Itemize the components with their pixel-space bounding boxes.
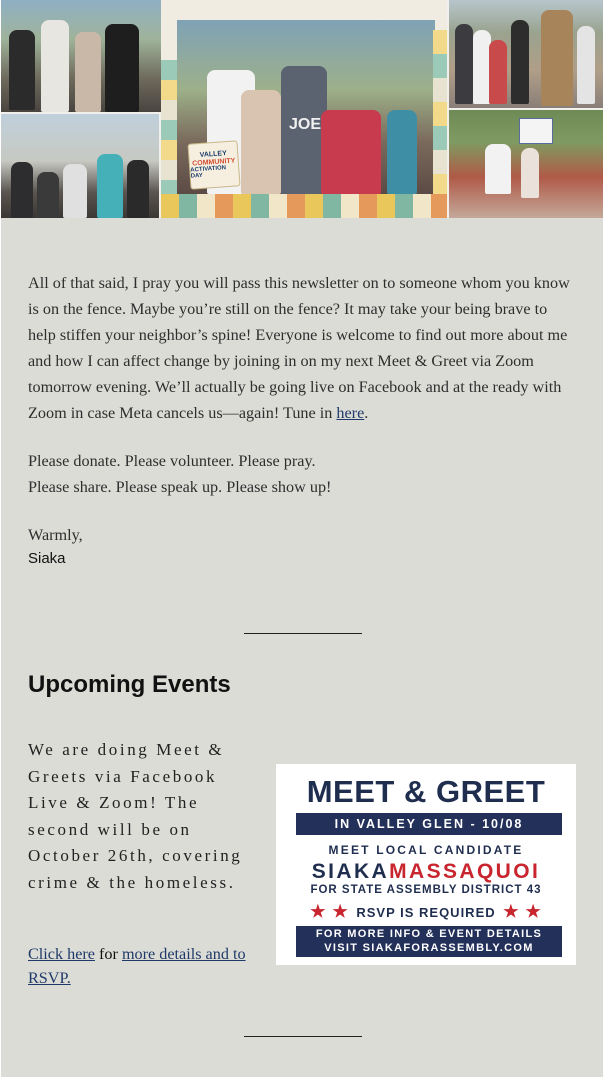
paragraph-end: .: [364, 404, 369, 422]
community-activation-logo: VALLEY COMMUNITY ACTIVATION DAY: [187, 140, 240, 189]
star-icon: ★: [310, 902, 327, 921]
events-link-connector: for: [94, 945, 122, 963]
photo-group-smiling: [1, 0, 161, 112]
flyer-footer-line-2: VISIT SIAKAFORASSEMBLY.COM: [324, 942, 534, 954]
flyer-footer: [296, 926, 562, 957]
star-icon: ★: [525, 902, 542, 921]
flyer-subtitle: MEET LOCAL CANDIDATE: [328, 843, 524, 857]
flyer-candidate-name: [276, 860, 576, 884]
star-icon: ★: [503, 902, 520, 921]
section-divider: [244, 633, 362, 634]
flyer-location-date: IN VALLEY GLEN - 10/08: [296, 813, 562, 835]
decorative-band: [161, 194, 447, 218]
paragraph-pass-on: [28, 270, 578, 426]
photo-collage: [1, 0, 603, 218]
newsletter-page: [1, 0, 603, 1077]
signature-name: Siaka: [28, 550, 66, 567]
campaign-yard-sign: [519, 118, 553, 144]
meet-and-greet-flyer[interactable]: [276, 764, 576, 965]
shirt-text: JOE: [289, 116, 322, 133]
call-to-action-line-2: Please share. Please speak up. Please show up!: [28, 478, 332, 496]
flyer-rsvp-line: [276, 902, 576, 922]
flyer-footer-line-1: FOR MORE INFO & EVENT DETAILS: [315, 928, 543, 940]
photo-crowd-event: [1, 114, 159, 218]
star-icon: ★: [332, 902, 349, 921]
photo-street-crowd: [449, 0, 603, 108]
closing-text: Warmly,: [28, 526, 83, 544]
tune-in-link[interactable]: here: [336, 404, 365, 422]
flyer-district: FOR STATE ASSEMBLY DISTRICT 43: [310, 884, 542, 896]
decorative-strip: [433, 30, 447, 200]
flyer-title: MEET & GREET: [306, 774, 546, 809]
events-rsvp-text: [28, 942, 258, 990]
photo-garden-sign: [449, 110, 603, 218]
candidate-first-name: SIAKA: [311, 860, 390, 883]
rsvp-text: RSVP IS REQUIRED: [356, 905, 496, 920]
letter-body: [28, 270, 578, 570]
call-to-action-line-1: Please donate. Please volunteer. Please pray.: [28, 452, 316, 470]
click-here-link[interactable]: Click here: [28, 945, 95, 963]
paragraph-text: All of that said, I pray you will pass this newsletter on to someone whom you know is on the fence. Maybe you’re still on the fence? It may take your being brave to help stiffen your neighbor’s spine! Everyone is welcome to find out more about me and how I can affect change by joining in on my next Meet & Greet via Zoom tomorrow evening. We’ll actually be going live on Facebook and at the ready with Zoom in case Meta cancels us—again! Tune in: [28, 274, 570, 422]
photo-activation-day: [161, 0, 447, 218]
decorative-strip: [161, 60, 177, 200]
candidate-last-name: MASSAQUOI: [389, 860, 541, 883]
upcoming-events-heading: Upcoming Events: [28, 671, 231, 698]
section-divider: [244, 1036, 362, 1037]
rsvp-details-link[interactable]: more details and to RSVP.: [28, 945, 246, 987]
events-description: We are doing Meet & Greets via Facebook Live & Zoom! The second will be on October 26th, covering crime & the homeless.: [28, 740, 243, 892]
